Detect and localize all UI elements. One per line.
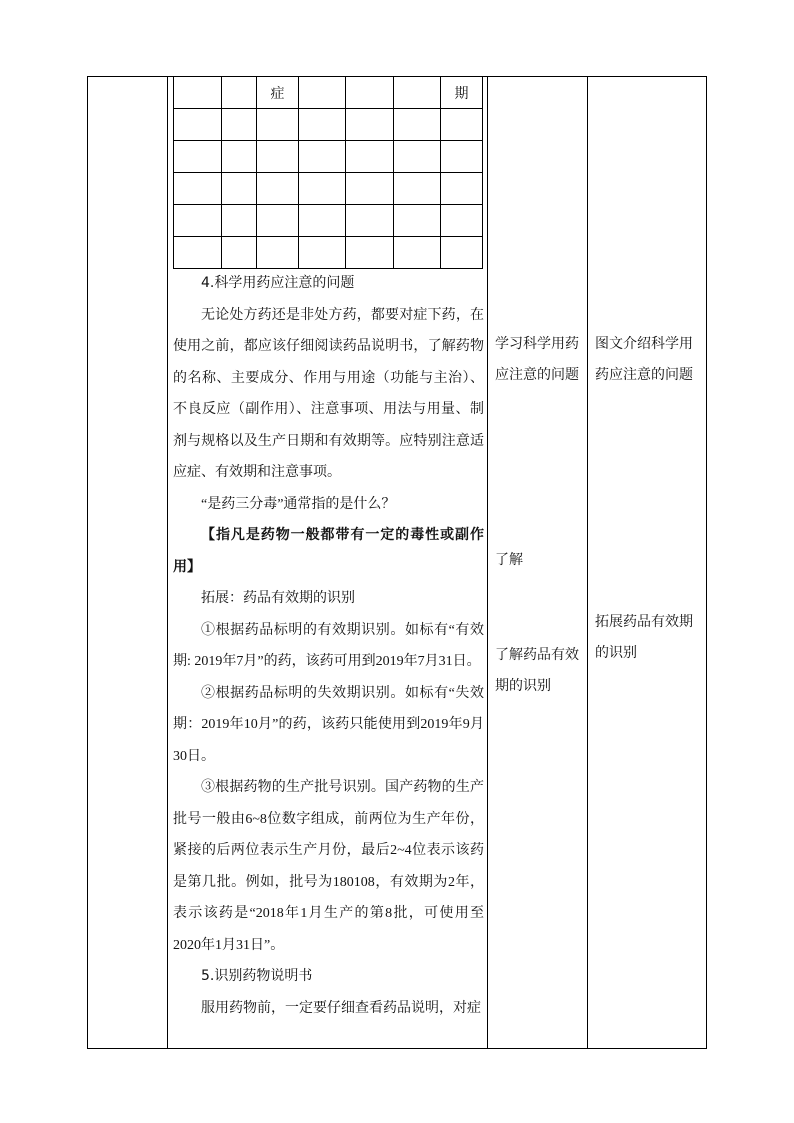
list-item: ③根据药物的生产批号识别。国产药物的生产批号一般由6~8位数字组成，前两位为生产年份，紧接的后两位表示生产月份，最后2~4位表示该药是第几批。例如，批号为180108，有效期为2年，表示该药是“2018年1月生产的第8批，可使用至2020年1月31日”。 <box>173 780 484 953</box>
section-heading-5: 5.识别药物说明书 <box>201 968 313 984</box>
table-cell <box>174 77 222 109</box>
answer-text: 【指凡是药物一般都带有一定的毒性或副作用】 <box>173 527 484 575</box>
student-activity: 学习科学用药应注意的问题 <box>495 336 579 383</box>
symptom-table <box>173 76 483 269</box>
list-item: ①根据药品标明的有效期识别。如标有“有效期: 2019年7月”的药，该药可用到2019年7月31日。 <box>173 622 484 669</box>
table-row <box>174 77 483 109</box>
question-text: “是药三分毒”通常指的是什么？ <box>201 496 396 512</box>
table-row <box>174 109 483 141</box>
table-cell <box>346 77 394 109</box>
list-item: ②根据药品标明的失效期识别。如标有“失效期：2019年10月”的药，该药只能使用到2019年9月30日。 <box>173 685 484 764</box>
table-cell: 期 <box>441 77 483 109</box>
table-cell: 症 <box>257 77 299 109</box>
design-intent: 图文介绍科学用药应注意的问题 <box>595 336 693 383</box>
table-cell <box>394 77 441 109</box>
table-row <box>174 141 483 173</box>
teaching-content <box>173 268 484 1024</box>
table-row <box>174 205 483 237</box>
section-heading-4: 4.科学用药应注意的问题 <box>201 275 355 291</box>
table-row <box>174 173 483 205</box>
column-divider <box>587 76 588 1049</box>
paragraph: 无论处方药还是非处方药，都要对症下药，在使用之前，都应该仔细阅读药品说明书，了解药物的名称、主要成分、作用与用途（功能与主治）、不良反应（副作用）、注意事项、用法与用量、制剂与规格以及生产日期和有效期等。应特别注意适应症、有效期和注意事项。 <box>173 306 484 480</box>
table-row <box>174 237 483 269</box>
column-divider <box>487 76 488 1049</box>
table-cell <box>299 77 346 109</box>
student-activity: 了解药品有效期的识别 <box>495 647 579 694</box>
student-activity: 了解 <box>495 552 523 568</box>
table-cell <box>222 77 257 109</box>
extension-title: 拓展：药品有效期的识别 <box>201 590 355 606</box>
design-intent: 拓展药品有效期的识别 <box>595 614 693 661</box>
paragraph: 服用药物前，一定要仔细查看药品说明，对症 <box>201 999 481 1016</box>
column-divider <box>167 76 168 1049</box>
